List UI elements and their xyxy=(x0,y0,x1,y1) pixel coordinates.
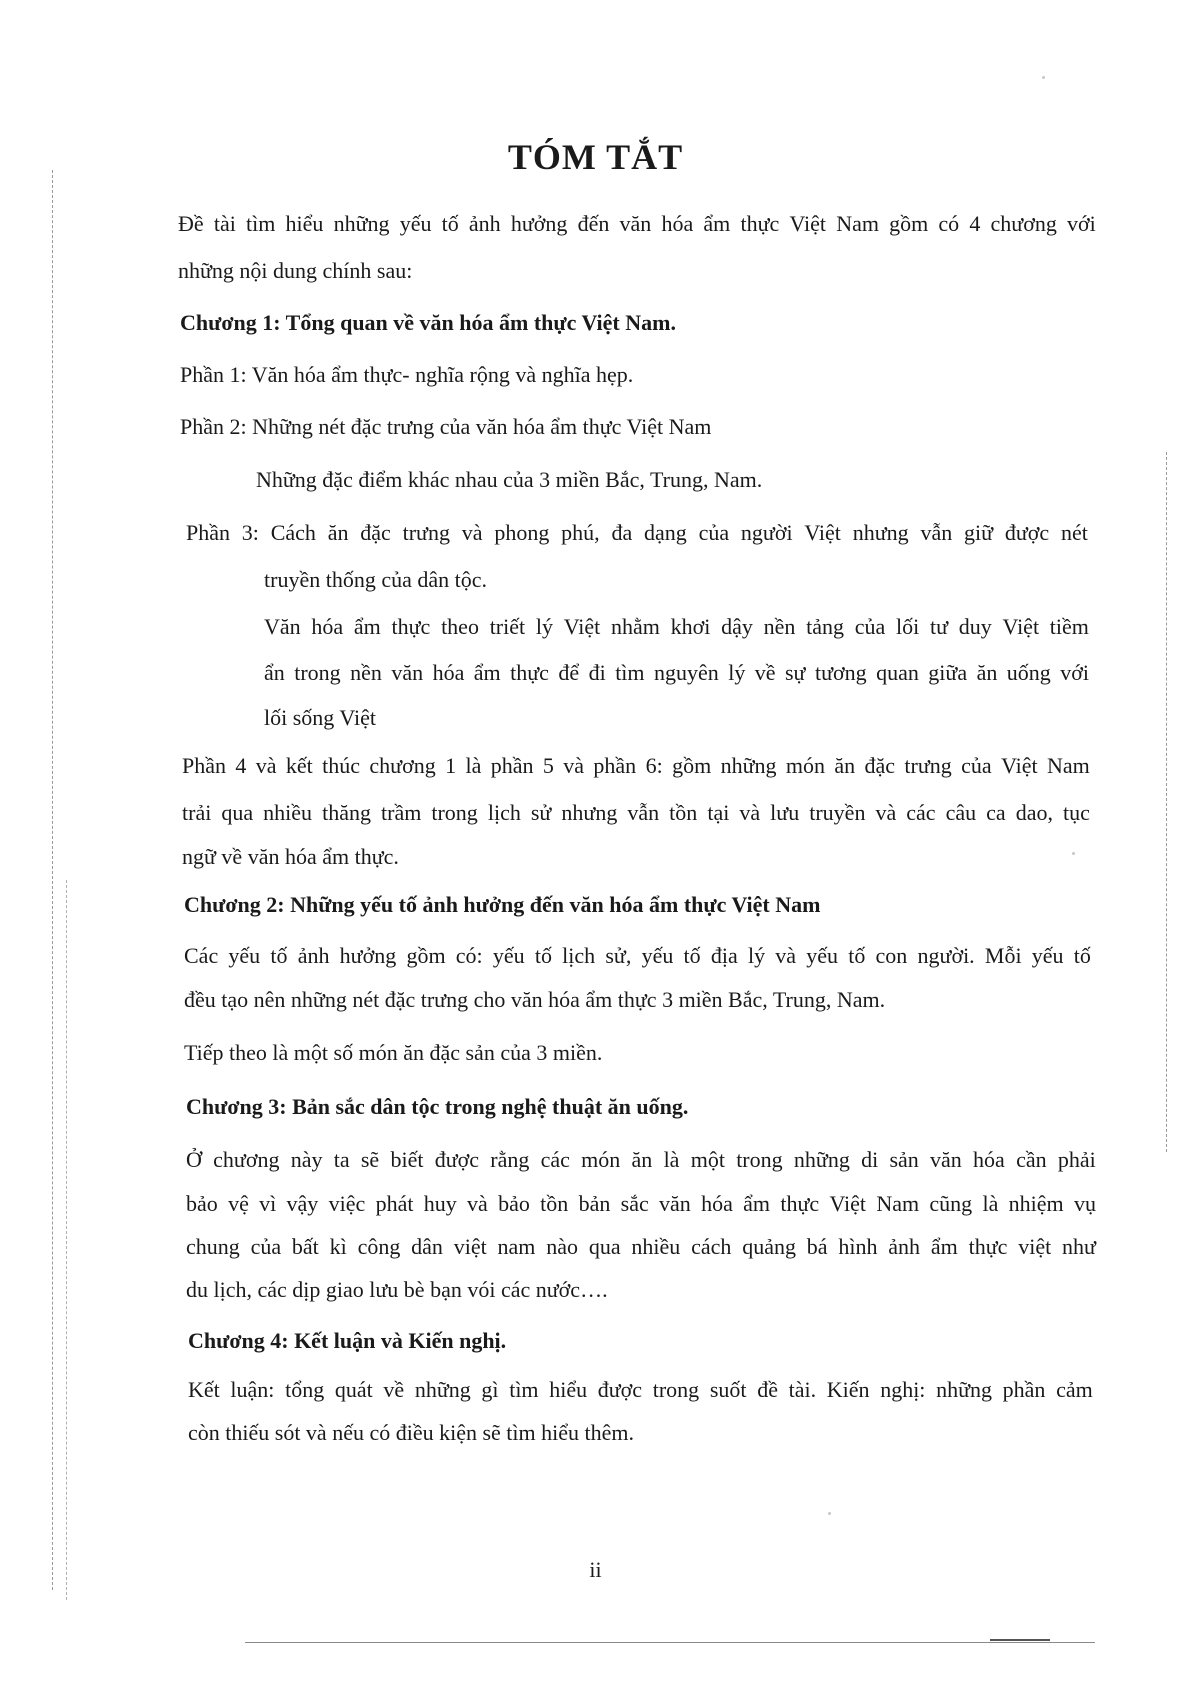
word: có: xyxy=(455,943,483,968)
word: đặc xyxy=(864,753,896,778)
word: qua xyxy=(588,1234,621,1259)
word: theo xyxy=(441,614,479,639)
word: nam xyxy=(497,1234,536,1259)
word: phải xyxy=(1057,1147,1096,1172)
word: ăn xyxy=(834,753,856,778)
word: về xyxy=(754,660,776,685)
word: lối xyxy=(896,614,920,639)
word: về xyxy=(383,1377,405,1402)
word: tìm xyxy=(509,1377,539,1402)
word: cũng xyxy=(929,1191,973,1216)
word: món xyxy=(581,1147,621,1172)
word: ăn xyxy=(327,520,349,545)
word: nhiệm xyxy=(1008,1191,1064,1216)
word: chương xyxy=(213,1147,280,1172)
word: là xyxy=(663,1147,680,1172)
word: vậy xyxy=(286,1191,319,1216)
word: thăng xyxy=(322,800,371,825)
word: qua xyxy=(221,800,254,825)
word: kì xyxy=(329,1234,347,1259)
intro-line-2: những nội dung chính sau: xyxy=(178,258,413,283)
word: bảo xyxy=(186,1191,218,1216)
word: việc xyxy=(328,1191,366,1216)
chapter-4-line-1 xyxy=(188,1377,1093,1403)
word: quảng xyxy=(742,1234,796,1259)
word: gồm xyxy=(889,211,929,236)
word: thúc xyxy=(322,753,361,778)
word: và xyxy=(563,753,585,778)
word: tìm xyxy=(246,211,276,236)
word: yếu xyxy=(641,943,674,968)
word: đa xyxy=(611,520,633,545)
word: sử, xyxy=(605,943,632,968)
chapter-1-part-3-line-1 xyxy=(186,520,1088,546)
word: Việt xyxy=(563,614,601,639)
word: ẩm xyxy=(473,660,501,685)
word: 5 xyxy=(542,753,554,778)
word: tố xyxy=(683,943,701,968)
word: hóa xyxy=(311,614,344,639)
word: nét xyxy=(1060,520,1088,545)
word: hưởng xyxy=(510,211,568,236)
word: lý xyxy=(747,943,766,968)
chapter-2-heading: Chương 2: Những yếu tố ảnh hưởng đến văn hóa ẩm thực Việt Nam xyxy=(184,892,821,917)
word: ẩm xyxy=(930,1234,958,1259)
word: Mỗi xyxy=(984,943,1022,968)
word: những xyxy=(793,1147,850,1172)
word: được xyxy=(597,1377,643,1402)
word: người xyxy=(740,520,793,545)
intro-line-1 xyxy=(178,211,1096,237)
word: thực xyxy=(510,660,549,685)
word: gồm xyxy=(672,753,712,778)
word: đến xyxy=(577,211,610,236)
word: là xyxy=(465,753,482,778)
word: quan xyxy=(876,660,919,685)
word: tố xyxy=(534,943,552,968)
scan-speck xyxy=(828,1512,831,1515)
word: của xyxy=(250,1234,282,1259)
word: khơi xyxy=(670,614,711,639)
word: đề xyxy=(757,1377,778,1402)
word: phần xyxy=(1002,1377,1046,1402)
word: thực xyxy=(740,211,780,236)
word: ta xyxy=(333,1147,350,1172)
word: bảo xyxy=(498,1191,530,1216)
word: Nam xyxy=(1047,753,1090,778)
word: phần xyxy=(490,753,534,778)
word: những xyxy=(414,1377,471,1402)
word: Kiến xyxy=(826,1377,870,1402)
word: suốt xyxy=(709,1377,747,1402)
word: trải xyxy=(182,800,212,825)
word: yếu xyxy=(492,943,525,968)
word: sử xyxy=(530,800,552,825)
word: Đề xyxy=(178,211,204,236)
word: tố xyxy=(441,211,459,236)
word: ảnh xyxy=(468,211,501,236)
word: uống xyxy=(1006,660,1051,685)
word: ẩn xyxy=(264,660,285,685)
word: thực xyxy=(391,614,431,639)
chapter-2-paragraph-line-1 xyxy=(184,943,1091,969)
word: công xyxy=(357,1234,401,1259)
word: nhưng xyxy=(852,520,909,545)
word: nguyên xyxy=(653,660,719,685)
scan-artifact-right-margin xyxy=(1166,452,1167,1152)
word: hóa xyxy=(973,1147,1005,1172)
word: con xyxy=(875,943,908,968)
word: tìm xyxy=(615,660,645,685)
word: tục xyxy=(1063,800,1090,825)
chapter-4-heading: Chương 4: Kết luận và Kiến nghị. xyxy=(188,1328,507,1353)
word: tư xyxy=(929,614,949,639)
word: hiểu xyxy=(549,1377,588,1402)
word: nền xyxy=(350,660,382,685)
chapter-2-paragraph-line-2: đều tạo nên những nét đặc trưng cho văn hóa ẩm thực 3 miền Bắc, Trung, Nam. xyxy=(184,987,886,1012)
word: vẫn xyxy=(627,800,660,825)
word: chung xyxy=(186,1234,240,1259)
word: vì xyxy=(259,1191,277,1216)
chapter-1-part-2: Phần 2: Những nét đặc trưng của văn hóa ẩm thực Việt Nam xyxy=(180,414,712,439)
chapter-1-heading: Chương 1: Tổng quan về văn hóa ẩm thực Việt Nam. xyxy=(180,310,676,335)
chapter-3-line-1 xyxy=(186,1147,1096,1173)
word: với xyxy=(1060,660,1089,685)
word: là xyxy=(982,1191,999,1216)
word: Phần xyxy=(182,753,226,778)
word: lịch xyxy=(487,800,521,825)
word: và xyxy=(255,753,277,778)
word: bản xyxy=(578,1191,611,1216)
word: yếu xyxy=(399,211,432,236)
word: trong xyxy=(431,800,478,825)
word: của xyxy=(854,614,886,639)
word: được xyxy=(434,1147,480,1172)
word: việt xyxy=(453,1234,487,1259)
word: dạng xyxy=(644,520,687,545)
word: và xyxy=(739,800,761,825)
word: di xyxy=(861,1147,879,1172)
word: kết xyxy=(285,753,313,778)
scan-artifact-left-margin-inner xyxy=(66,880,67,1600)
word: dậy xyxy=(721,614,753,639)
word: 1 xyxy=(445,753,457,778)
word: được xyxy=(1004,520,1050,545)
word: việt xyxy=(1018,1234,1052,1259)
word: nào xyxy=(546,1234,578,1259)
word: trưng xyxy=(904,753,952,778)
word: ảnh xyxy=(297,943,330,968)
word: nhiều xyxy=(631,1234,681,1259)
word: như xyxy=(1062,1234,1096,1259)
page-number: ii xyxy=(589,1557,602,1582)
word: một xyxy=(690,1147,725,1172)
word: văn xyxy=(659,1191,691,1216)
word: hóa xyxy=(701,1191,733,1216)
word: trong xyxy=(652,1377,700,1402)
word: 4 xyxy=(969,211,981,236)
word: cách xyxy=(691,1234,732,1259)
chapter-1-part-3-line-2: truyền thống của dân tộc. xyxy=(264,567,487,592)
word: hóa xyxy=(661,211,694,236)
word: quát xyxy=(334,1377,373,1402)
word: tài xyxy=(213,211,236,236)
word: tố xyxy=(848,943,866,968)
word: sẽ xyxy=(360,1147,380,1172)
word: ẩm xyxy=(353,614,381,639)
chapter-1-philosophy-line-3: lối sống Việt xyxy=(264,705,376,730)
word: Kết xyxy=(188,1377,220,1402)
chapter-3-heading: Chương 3: Bản sắc dân tộc trong nghệ thuật ăn uống. xyxy=(186,1094,689,1119)
word: ảnh xyxy=(888,1234,921,1259)
scan-artifact-left-margin xyxy=(52,170,53,1590)
word: trong xyxy=(736,1147,783,1172)
word: Việt xyxy=(829,1191,867,1216)
word: Nam xyxy=(876,1191,920,1216)
chapter-1-philosophy-line-2 xyxy=(264,660,1089,686)
word: Việt xyxy=(1001,753,1038,778)
word: nhưng xyxy=(561,800,618,825)
word: Nam xyxy=(836,211,879,236)
scan-artifact-bottom-line xyxy=(245,1642,1095,1643)
word: hưởng xyxy=(339,943,397,968)
word: bá xyxy=(806,1234,828,1259)
word: câu xyxy=(945,800,977,825)
word: huy xyxy=(423,1191,457,1216)
word: ẩm xyxy=(703,211,731,236)
word: trầm xyxy=(381,800,422,825)
word: những xyxy=(333,211,390,236)
word: của xyxy=(698,520,730,545)
word: với xyxy=(1067,211,1096,236)
word: tảng xyxy=(806,614,845,639)
word: và xyxy=(461,520,483,545)
word: ca xyxy=(986,800,1006,825)
word: cảm xyxy=(1056,1377,1093,1402)
word: và xyxy=(875,800,897,825)
word: dân xyxy=(411,1234,443,1259)
word: luận: xyxy=(230,1377,275,1402)
word: này xyxy=(290,1147,323,1172)
chapter-3-line-3 xyxy=(186,1234,1096,1260)
chapter-1-part-4-line-3: ngữ về văn hóa ẩm thực. xyxy=(182,844,399,869)
word: vệ xyxy=(228,1191,249,1216)
word: những xyxy=(936,1377,993,1402)
chapter-1-part-4-line-2 xyxy=(182,800,1090,826)
chapter-4-line-2: còn thiếu sót và nếu có điều kiện sẽ tìm hiểu thêm. xyxy=(188,1420,635,1445)
word: tại xyxy=(707,800,730,825)
page-title: TÓM TẮT xyxy=(507,137,684,177)
word: giữ xyxy=(964,520,994,545)
word: 3: xyxy=(241,520,259,545)
word: vẫn xyxy=(920,520,953,545)
word: đặc xyxy=(360,520,391,545)
word: tồn xyxy=(669,800,698,825)
word: sắc xyxy=(620,1191,649,1216)
word: Các xyxy=(184,943,219,968)
word: yếu xyxy=(228,943,261,968)
chapter-3-line-2 xyxy=(186,1191,1096,1217)
chapter-2-paragraph-2: Tiếp theo là một số món ăn đặc sản của 3 miền. xyxy=(184,1040,603,1065)
word: tố xyxy=(1073,943,1091,968)
word: văn xyxy=(619,211,652,236)
word: phần xyxy=(593,753,637,778)
word: phú, xyxy=(561,520,600,545)
word: các xyxy=(906,800,936,825)
word: nền xyxy=(763,614,796,639)
word: hiểu xyxy=(285,211,324,236)
chapter-1-part-1: Phần 1: Văn hóa ẩm thực- nghĩa rộng và nghĩa hẹp. xyxy=(180,362,634,387)
word: bất xyxy=(291,1234,319,1259)
scan-speck xyxy=(1042,76,1045,79)
word: chương xyxy=(990,211,1057,236)
word: cần xyxy=(1016,1147,1047,1172)
word: duy xyxy=(958,614,992,639)
word: tồn xyxy=(540,1191,569,1216)
word: sản xyxy=(889,1147,919,1172)
word: lưu xyxy=(770,800,800,825)
word: tổng xyxy=(285,1377,325,1402)
word: vụ xyxy=(1073,1191,1096,1216)
word: văn xyxy=(391,660,424,685)
scan-speck xyxy=(1072,852,1075,855)
word: thực xyxy=(780,1191,820,1216)
word: địa xyxy=(710,943,738,968)
word: để xyxy=(558,660,580,685)
word: đi xyxy=(588,660,606,685)
word: yếu xyxy=(806,943,839,968)
word: Việt xyxy=(1002,614,1040,639)
word: 4 xyxy=(235,753,247,778)
word: lý xyxy=(535,614,553,639)
word: nhiều xyxy=(263,800,313,825)
word: yếu xyxy=(1031,943,1064,968)
word: ăn xyxy=(631,1147,653,1172)
word: Ở xyxy=(186,1147,202,1172)
chapter-1-part-4-line-1 xyxy=(182,753,1090,779)
word: tương xyxy=(814,660,867,685)
word: người. xyxy=(917,943,975,968)
word: tố xyxy=(270,943,288,968)
word: trưng xyxy=(402,520,450,545)
word: Việt xyxy=(804,520,841,545)
word: gì xyxy=(481,1377,499,1402)
word: 6: xyxy=(645,753,663,778)
word: truyền xyxy=(809,800,866,825)
word: dao, xyxy=(1015,800,1053,825)
word: ăn xyxy=(976,660,998,685)
word: gồm xyxy=(406,943,446,968)
word: nhằm xyxy=(611,614,660,639)
word: rằng xyxy=(490,1147,530,1172)
word: và xyxy=(467,1191,488,1216)
word: ẩm xyxy=(743,1191,771,1216)
word: lịch xyxy=(562,943,596,968)
word: Phần xyxy=(186,520,230,545)
word: giữa xyxy=(928,660,968,685)
word: món xyxy=(785,753,825,778)
scan-artifact-bottom-dash xyxy=(990,1639,1050,1641)
word: triết xyxy=(489,614,526,639)
word: của xyxy=(961,753,992,778)
word: phong xyxy=(494,520,550,545)
word: lý xyxy=(728,660,746,685)
word: nghị: xyxy=(880,1377,926,1402)
chapter-1-philosophy-line-1 xyxy=(264,614,1089,640)
word: phát xyxy=(375,1191,414,1216)
word: Việt xyxy=(789,211,827,236)
word: chương xyxy=(369,753,436,778)
word: những xyxy=(720,753,777,778)
word: hình xyxy=(838,1234,878,1259)
word: thực xyxy=(968,1234,1008,1259)
word: có xyxy=(938,211,960,236)
word: các xyxy=(540,1147,570,1172)
word: văn xyxy=(930,1147,962,1172)
word: sự xyxy=(785,660,806,685)
word: Cách xyxy=(270,520,316,545)
word: trong xyxy=(294,660,341,685)
word: Văn xyxy=(264,614,301,639)
chapter-1-part-2-sub: Những đặc điểm khác nhau của 3 miền Bắc, Trung, Nam. xyxy=(256,467,763,492)
word: và xyxy=(775,943,797,968)
word: hóa xyxy=(432,660,465,685)
word: tài. xyxy=(788,1377,817,1402)
word: tiềm xyxy=(1049,614,1089,639)
chapter-3-line-4: du lịch, các dịp giao lưu bè bạn vói các nước…. xyxy=(186,1277,608,1302)
word: biết xyxy=(390,1147,424,1172)
